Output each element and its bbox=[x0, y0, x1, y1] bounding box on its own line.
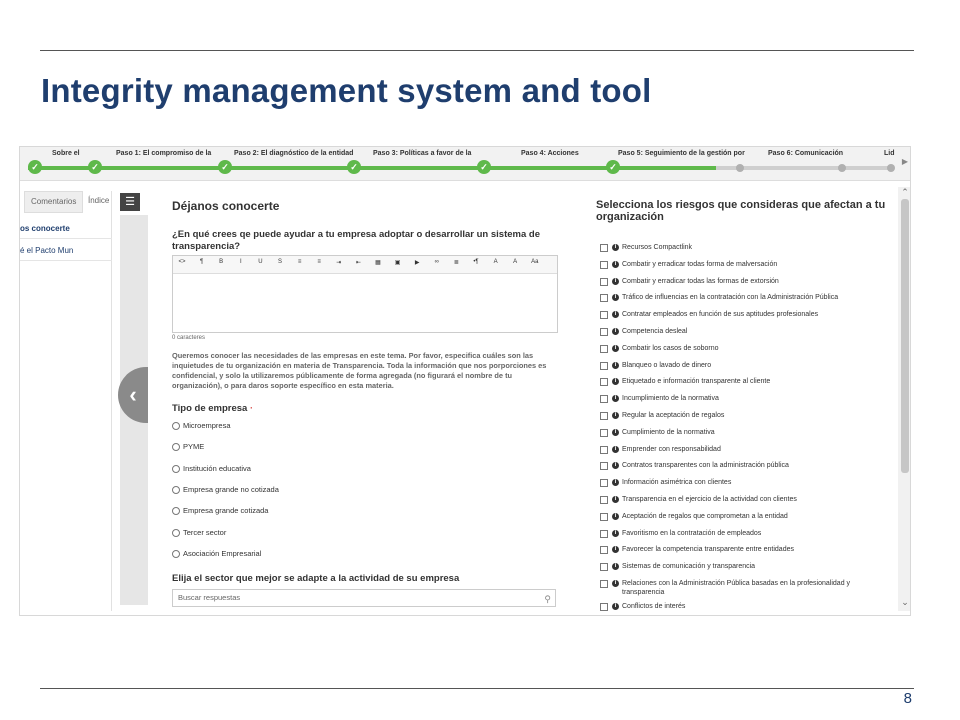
checkbox-icon[interactable] bbox=[600, 278, 608, 286]
toolbar-button[interactable]: ≣ bbox=[453, 260, 459, 266]
risk-item[interactable] bbox=[600, 327, 880, 339]
info-icon[interactable]: i bbox=[612, 278, 619, 285]
sector-search-input[interactable] bbox=[172, 589, 556, 607]
checkbox-icon[interactable] bbox=[600, 378, 608, 386]
chevron-left-icon[interactable]: ‹ bbox=[118, 367, 148, 423]
info-icon[interactable]: i bbox=[612, 294, 619, 301]
risk-item[interactable] bbox=[600, 243, 880, 255]
toolbar-button[interactable]: ▣ bbox=[394, 260, 401, 266]
step-label[interactable]: Lid bbox=[884, 150, 895, 157]
char-count: 0 caracteres bbox=[172, 335, 206, 341]
radio-label: Empresa grande cotizada bbox=[183, 506, 269, 516]
info-text: Queremos conocer las necesidades de las empresas en este tema. Por favor, especifica cuáles son las inquietudes de tu organización en materia de Transparencia. Toda la información que nos porporciones es confidencial, y solo la utilizaremos públicamente de forma agregada (no figurará el nombre de tu organización), o para daros soporte específico en esta materia. bbox=[172, 351, 547, 390]
info-icon[interactable]: i bbox=[612, 530, 619, 537]
risk-label: Competencia desleal bbox=[622, 328, 688, 335]
info-icon[interactable]: i bbox=[612, 378, 619, 385]
risk-label: Etiquetado e información transparente al cliente bbox=[622, 378, 771, 386]
progress-steps bbox=[20, 147, 911, 181]
info-icon[interactable]: i bbox=[612, 345, 619, 352]
info-icon[interactable]: i bbox=[612, 546, 619, 553]
risk-label: Favoritismo en la contratación de empleados bbox=[622, 529, 762, 537]
progress-track bbox=[28, 166, 892, 170]
radio-icon[interactable] bbox=[172, 422, 180, 430]
risk-label: Blanqueo o lavado de dinero bbox=[622, 361, 712, 369]
company-type-option[interactable] bbox=[172, 442, 204, 451]
risk-item[interactable] bbox=[600, 377, 880, 389]
risks-heading: Selecciona los riesgos que consideras que afectan a tu organización bbox=[596, 199, 886, 223]
company-type-option[interactable] bbox=[172, 464, 251, 473]
risk-item[interactable] bbox=[600, 579, 880, 599]
risk-label: Tráfico de influencias en la contratación con la Administración Pública bbox=[622, 294, 839, 302]
step-check-icon[interactable]: ✓ bbox=[606, 160, 620, 174]
slide-title: Integrity management system and tool bbox=[41, 72, 652, 109]
risk-label: Contratar empleados en función de sus aptitudes profesionales bbox=[622, 311, 819, 319]
step-label[interactable]: Sobre el bbox=[52, 150, 80, 157]
sector-heading: Elija el sector que mejor se adapte a la actividad de su empresa bbox=[172, 573, 460, 584]
risk-label: Recursos Compactlink bbox=[622, 244, 693, 251]
radio-icon[interactable] bbox=[172, 443, 180, 451]
progress-next-icon[interactable]: ▶ bbox=[901, 157, 908, 166]
checkbox-icon[interactable] bbox=[600, 244, 608, 252]
checkbox-icon[interactable] bbox=[600, 261, 608, 269]
toolbar-button[interactable]: ∞ bbox=[434, 259, 439, 265]
scroll-thumb[interactable] bbox=[901, 199, 909, 473]
info-icon[interactable]: i bbox=[612, 446, 619, 453]
radio-label: Institución educativa bbox=[183, 463, 251, 473]
question-label: ¿En qué crees qe puede ayudar a tu empresa adoptar o desarrollar un sistema de transparencia? bbox=[172, 229, 540, 252]
risk-label: Combatir y erradicar todas forma de malversación bbox=[622, 260, 778, 268]
checkbox-icon[interactable] bbox=[600, 462, 608, 470]
toolbar-button[interactable]: A bbox=[513, 259, 518, 265]
bottom-divider bbox=[40, 688, 914, 689]
search-icon[interactable]: ⚲ bbox=[544, 594, 551, 604]
editor-toolbar bbox=[173, 256, 557, 274]
risk-label: Conflictos de interés bbox=[622, 602, 686, 610]
step-label[interactable]: Paso 4: Acciones bbox=[521, 150, 579, 157]
sidebar-tabs bbox=[20, 191, 120, 213]
info-icon[interactable]: i bbox=[612, 563, 619, 570]
step-check-icon[interactable]: ✓ bbox=[477, 160, 491, 174]
step-label[interactable]: Paso 2: El diagnóstico de la entidad bbox=[234, 150, 354, 157]
step-label[interactable]: Paso 3: Políticas a favor de la bbox=[373, 150, 472, 157]
risk-item[interactable] bbox=[600, 512, 880, 524]
info-icon[interactable]: i bbox=[612, 603, 619, 610]
risk-item[interactable] bbox=[600, 478, 880, 490]
risk-item[interactable] bbox=[600, 461, 880, 473]
step-check-icon[interactable]: ✓ bbox=[218, 160, 232, 174]
checkbox-icon[interactable] bbox=[600, 294, 608, 302]
form-panel bbox=[170, 191, 590, 611]
checkbox-icon[interactable] bbox=[600, 395, 608, 403]
tab-indice[interactable]: Índice bbox=[88, 196, 110, 205]
toolbar-button[interactable]: ⇥ bbox=[336, 260, 342, 266]
toolbar-button[interactable]: A bbox=[493, 259, 498, 265]
risk-item[interactable] bbox=[600, 428, 880, 440]
toolbar-button[interactable]: ▶ bbox=[414, 260, 420, 266]
step-label[interactable]: Paso 6: Comunicación bbox=[768, 150, 844, 157]
info-icon[interactable]: i bbox=[612, 580, 619, 587]
risk-item[interactable] bbox=[600, 495, 880, 507]
info-icon[interactable]: i bbox=[612, 395, 619, 402]
info-icon[interactable]: i bbox=[612, 412, 619, 419]
company-type-option[interactable] bbox=[172, 506, 268, 515]
step-check-icon[interactable]: ✓ bbox=[88, 160, 102, 174]
risk-item[interactable] bbox=[600, 529, 880, 541]
checkbox-icon[interactable] bbox=[600, 580, 608, 588]
step-check-icon[interactable]: ✓ bbox=[28, 160, 42, 174]
step-labels bbox=[20, 150, 895, 164]
top-divider bbox=[40, 50, 914, 51]
checkbox-icon[interactable] bbox=[600, 603, 608, 611]
toolbar-button[interactable]: I bbox=[239, 259, 242, 265]
company-type-heading bbox=[172, 403, 253, 414]
radio-label: Asociación Empresarial bbox=[183, 548, 262, 558]
sidebar bbox=[20, 191, 112, 611]
checkbox-icon[interactable] bbox=[600, 311, 608, 319]
radio-label: Microempresa bbox=[183, 421, 231, 430]
toolbar-button[interactable]: ¶ bbox=[199, 259, 204, 265]
step-check-icon[interactable]: ✓ bbox=[347, 160, 361, 174]
checkbox-icon[interactable] bbox=[600, 563, 608, 571]
scroll-down-icon[interactable]: ⌄ bbox=[901, 597, 909, 607]
toolbar-button[interactable]: <> bbox=[178, 259, 186, 265]
risk-item[interactable] bbox=[600, 361, 880, 373]
checkbox-icon[interactable] bbox=[600, 412, 608, 420]
toolbar-button[interactable]: ≡ bbox=[317, 259, 321, 265]
risk-label: Sistemas de comunicación y transparencia bbox=[622, 563, 756, 571]
info-icon[interactable]: i bbox=[612, 328, 619, 335]
risk-item[interactable] bbox=[600, 445, 880, 457]
risk-label: Incumplimiento de la normativa bbox=[622, 395, 719, 403]
step-label[interactable]: Paso 1: El compromiso de la bbox=[116, 150, 212, 157]
radio-label: Empresa grande no cotizada bbox=[183, 484, 279, 494]
info-icon[interactable]: i bbox=[612, 261, 619, 268]
checkbox-icon[interactable] bbox=[600, 513, 608, 521]
scroll-up-icon[interactable]: ⌃ bbox=[901, 187, 909, 197]
checkbox-icon[interactable] bbox=[600, 546, 608, 554]
radio-icon[interactable] bbox=[172, 507, 180, 515]
risk-item[interactable] bbox=[600, 411, 880, 423]
step-pending-dot[interactable] bbox=[887, 164, 895, 172]
step-pending-dot[interactable] bbox=[736, 164, 744, 172]
risk-label: Emprender con responsabilidad bbox=[622, 445, 721, 453]
toolbar-button[interactable]: •¶ bbox=[473, 259, 479, 265]
company-type-option[interactable] bbox=[172, 485, 279, 494]
company-type-option[interactable] bbox=[172, 421, 231, 430]
search-placeholder: Buscar respuestas bbox=[178, 593, 241, 602]
checkbox-icon[interactable] bbox=[600, 345, 608, 353]
info-icon[interactable]: i bbox=[612, 513, 619, 520]
info-icon[interactable]: i bbox=[612, 479, 619, 486]
rich-text-editor[interactable] bbox=[172, 255, 558, 333]
company-type-option[interactable] bbox=[172, 528, 226, 537]
risk-label: Aceptación de regalos que comprometan a la entidad bbox=[622, 512, 788, 520]
risk-label: Información asimétrica con clientes bbox=[622, 479, 732, 487]
info-icon[interactable]: i bbox=[612, 462, 619, 469]
checkbox-icon[interactable] bbox=[600, 328, 608, 336]
risk-item[interactable] bbox=[600, 394, 880, 406]
radio-icon[interactable] bbox=[172, 529, 180, 537]
risk-item[interactable] bbox=[600, 344, 880, 356]
risk-item[interactable] bbox=[600, 310, 880, 322]
page-number: 8 bbox=[903, 690, 912, 707]
toolbar-button[interactable]: Aa bbox=[531, 259, 539, 265]
toolbar-button[interactable]: ⇤ bbox=[355, 260, 361, 266]
risk-label: Relaciones con la Administración Pública basadas en la profesionalidad y transparencia bbox=[622, 580, 851, 596]
form-heading: Déjanos conocerte bbox=[172, 199, 280, 213]
risk-label: Combatir y erradicar todas las formas de extorsión bbox=[622, 277, 779, 285]
checkbox-icon[interactable] bbox=[600, 479, 608, 487]
risk-label: Cumplimiento de la normativa bbox=[622, 428, 715, 436]
tab-comentarios[interactable]: Comentarios bbox=[24, 191, 83, 213]
risk-item[interactable] bbox=[600, 277, 880, 289]
checkbox-icon[interactable] bbox=[600, 446, 608, 454]
step-label[interactable]: Paso 5: Seguimiento de la gestión por bbox=[618, 150, 745, 157]
radio-icon[interactable] bbox=[172, 486, 180, 494]
toolbar-button[interactable]: B bbox=[219, 259, 224, 265]
risk-label: Favorecer la competencia transparente entre entidades bbox=[622, 546, 794, 554]
checkbox-icon[interactable] bbox=[600, 530, 608, 538]
radio-label: Tercer sector bbox=[183, 527, 227, 537]
toolbar-button[interactable]: U bbox=[258, 259, 263, 265]
radio-label: PYME bbox=[183, 442, 205, 452]
risk-label: Transparencia en el ejercicio de la actividad con clientes bbox=[622, 496, 797, 503]
step-pending-dot[interactable] bbox=[838, 164, 846, 172]
risk-item[interactable] bbox=[600, 260, 880, 272]
info-icon[interactable]: i bbox=[612, 362, 619, 369]
checkbox-icon[interactable] bbox=[600, 496, 608, 504]
scrollbar[interactable] bbox=[898, 187, 911, 611]
sidebar-item-conocerte[interactable]: os conocerte bbox=[20, 219, 112, 239]
checkbox-icon[interactable] bbox=[600, 429, 608, 437]
sidebar-item-pacto[interactable]: é el Pacto Mun bbox=[20, 241, 112, 261]
toolbar-button[interactable]: ▦ bbox=[375, 260, 381, 266]
info-icon[interactable]: i bbox=[612, 244, 619, 251]
risk-item[interactable] bbox=[600, 545, 880, 557]
radio-icon[interactable] bbox=[172, 550, 180, 558]
required-mark: · bbox=[249, 403, 254, 414]
menu-icon[interactable]: ☰ bbox=[120, 193, 140, 211]
risk-label: Contratos transparentes con la administración pública bbox=[622, 462, 789, 470]
company-type-option[interactable] bbox=[172, 549, 261, 558]
info-icon[interactable]: i bbox=[612, 311, 619, 318]
info-icon[interactable]: i bbox=[612, 429, 619, 436]
checkbox-icon[interactable] bbox=[600, 362, 608, 370]
radio-icon[interactable] bbox=[172, 465, 180, 473]
risk-label: Combatir los casos de soborno bbox=[622, 344, 719, 352]
risk-item[interactable] bbox=[600, 602, 880, 614]
risk-item[interactable] bbox=[600, 293, 880, 305]
toolbar-button[interactable]: ≡ bbox=[297, 259, 302, 265]
toolbar-button[interactable]: S bbox=[277, 259, 282, 265]
app-screenshot bbox=[19, 146, 911, 616]
risks-panel bbox=[596, 191, 896, 611]
risk-label: Regular la aceptación de regalos bbox=[622, 412, 725, 419]
risk-item[interactable] bbox=[600, 562, 880, 574]
company-type-label: Tipo de empresa bbox=[172, 403, 248, 414]
info-icon[interactable]: i bbox=[612, 496, 619, 503]
